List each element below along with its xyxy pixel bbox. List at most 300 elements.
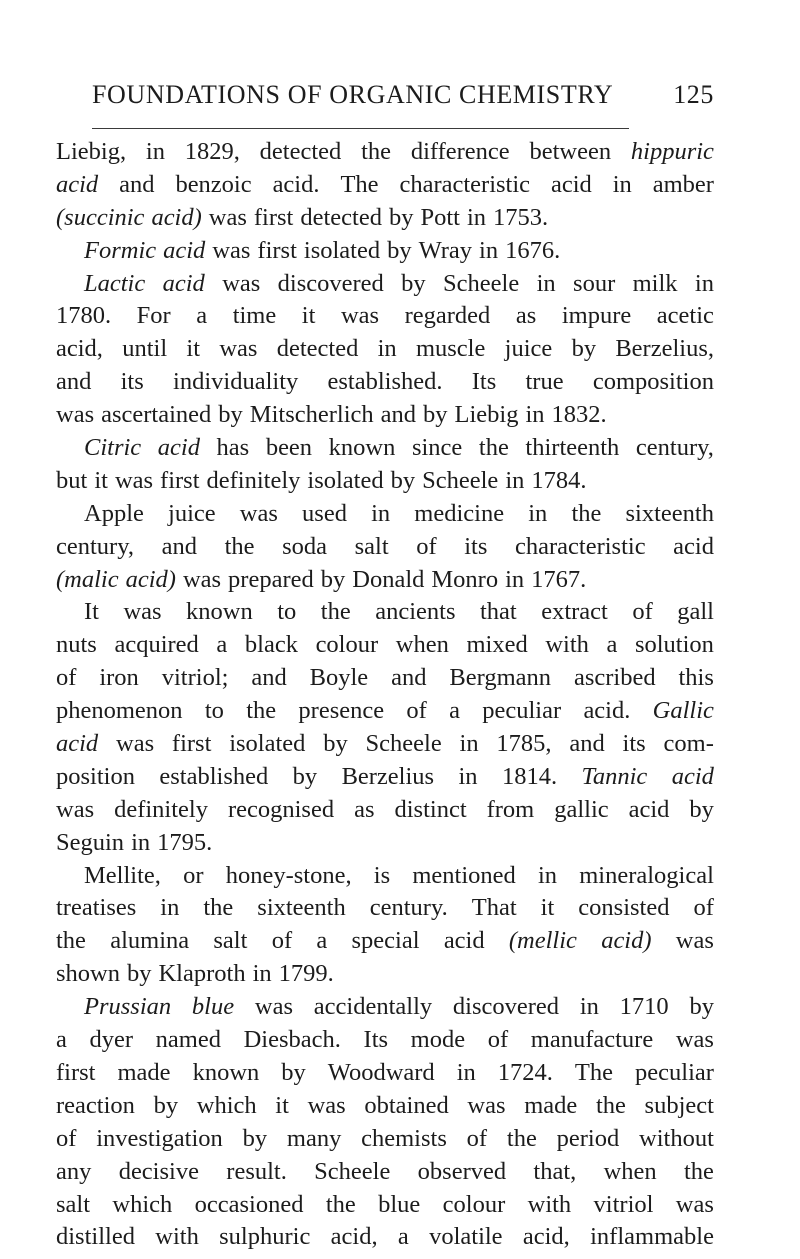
- text-line: [56, 1090, 714, 1123]
- text-line: [56, 399, 714, 432]
- word: inflammable: [590, 1223, 714, 1251]
- word: acid: [163, 236, 206, 264]
- word: which: [196, 1091, 257, 1119]
- word: 1780.: [56, 302, 112, 330]
- word: recognised: [227, 795, 335, 823]
- word: was: [675, 1190, 714, 1218]
- word: Boyle: [309, 664, 369, 692]
- word: 1784.: [531, 466, 587, 494]
- word: Its: [471, 368, 497, 396]
- word: the: [320, 598, 351, 626]
- word: characteristic: [399, 170, 531, 198]
- text-line: [56, 465, 714, 498]
- word: of: [487, 1026, 509, 1054]
- word: a: [196, 302, 208, 330]
- word: sour: [573, 269, 616, 297]
- text-line: [56, 761, 714, 794]
- word: characteristic: [515, 532, 646, 560]
- word: individuality: [173, 368, 299, 396]
- word: regarded: [404, 302, 491, 330]
- word: Monro: [431, 565, 499, 593]
- word: was: [467, 1091, 506, 1119]
- body-text: [56, 136, 714, 1254]
- word: any: [56, 1157, 92, 1185]
- word: juice: [168, 499, 216, 527]
- word: acid: [628, 795, 670, 823]
- word: century,: [56, 532, 134, 560]
- word: century.: [369, 894, 448, 922]
- word: by: [423, 401, 448, 429]
- word: isolated: [229, 730, 306, 758]
- word: by: [281, 1058, 306, 1086]
- text-line: [56, 268, 714, 301]
- word: was: [116, 730, 155, 758]
- word: (mellic: [508, 927, 577, 955]
- word: by: [323, 730, 348, 758]
- word: in: [371, 499, 391, 527]
- word: by: [242, 1124, 268, 1152]
- word: with: [527, 1190, 572, 1218]
- word: in: [525, 401, 545, 429]
- word: volatile: [429, 1223, 503, 1251]
- word: by: [387, 236, 412, 264]
- word: soda: [282, 532, 328, 560]
- word: Apple: [84, 499, 144, 527]
- word: Scheele: [422, 466, 499, 494]
- word: Scheele: [365, 730, 442, 758]
- word: a: [397, 1223, 409, 1251]
- word: Liebig: [454, 401, 519, 429]
- word: mode: [410, 1026, 466, 1054]
- word: by: [153, 1091, 179, 1119]
- word: Liebig,: [56, 138, 127, 165]
- word: treatises: [56, 894, 137, 922]
- word: It: [84, 598, 99, 626]
- text-line: [56, 827, 714, 860]
- word: extract: [541, 598, 608, 626]
- word: Tannic: [581, 762, 648, 790]
- word: until: [122, 335, 168, 363]
- word: in: [694, 269, 714, 297]
- word: in: [145, 138, 165, 165]
- word: established.: [327, 368, 443, 396]
- word: detected: [276, 335, 359, 363]
- text-line: [56, 498, 714, 531]
- word: was: [675, 1026, 714, 1054]
- word: by: [292, 762, 318, 790]
- word: position: [56, 762, 135, 790]
- word: acid,: [56, 335, 103, 363]
- word: century,: [635, 434, 714, 462]
- word: was: [212, 236, 251, 264]
- word: blue: [378, 1190, 421, 1218]
- word: a: [316, 927, 328, 955]
- word: in: [537, 861, 558, 889]
- word: in: [536, 269, 556, 297]
- word: and: [380, 401, 416, 429]
- word: of: [632, 598, 653, 626]
- word: and: [119, 170, 155, 198]
- word: acid: [56, 730, 99, 758]
- word: Gallic: [652, 697, 714, 725]
- word: composition: [592, 368, 714, 396]
- word: mineralogical: [579, 861, 714, 889]
- word: the: [571, 499, 602, 527]
- word: result.: [226, 1157, 287, 1185]
- word: 1710: [619, 993, 669, 1021]
- page-number: 125: [673, 80, 714, 109]
- word: in: [459, 730, 479, 758]
- word: by: [571, 335, 597, 363]
- word: The: [340, 170, 379, 198]
- word: Citric: [84, 434, 142, 462]
- word: first: [257, 236, 297, 264]
- word: was: [222, 269, 261, 297]
- text-line: [56, 1057, 714, 1090]
- word: has: [216, 434, 250, 462]
- word: named: [155, 1026, 221, 1054]
- word: colour: [315, 631, 379, 659]
- word: Woodward: [327, 1058, 435, 1086]
- text-line: [56, 925, 714, 958]
- word: the: [246, 697, 277, 725]
- word: and: [56, 368, 92, 396]
- word: acquired: [114, 631, 199, 659]
- word: a: [56, 1026, 67, 1054]
- word: between: [529, 138, 612, 165]
- word: its: [464, 532, 488, 560]
- word: detected: [300, 203, 382, 231]
- word: by: [320, 565, 346, 593]
- word: was: [254, 993, 293, 1021]
- text-line: [56, 202, 714, 235]
- word: black: [244, 631, 298, 659]
- word: peculiar: [635, 1058, 714, 1086]
- word: salt: [56, 1190, 91, 1218]
- word: mentioned: [412, 861, 516, 889]
- word: in: [528, 499, 548, 527]
- word: by: [218, 401, 243, 429]
- word: Seguin: [56, 828, 125, 856]
- word: benzoic: [175, 170, 252, 198]
- word: shown: [56, 960, 120, 988]
- text-line: [56, 432, 714, 465]
- word: was: [182, 565, 222, 593]
- word: 1795.: [157, 828, 213, 856]
- word: in: [505, 565, 525, 593]
- word: when: [395, 631, 449, 659]
- word: distinct: [394, 795, 467, 823]
- word: colour: [442, 1190, 506, 1218]
- text-line: [56, 235, 714, 268]
- text-line: [56, 860, 714, 893]
- word: was: [123, 598, 162, 626]
- word: a: [216, 631, 228, 659]
- word: first: [253, 203, 294, 231]
- word: com-: [663, 730, 714, 758]
- word: 1767.: [531, 565, 587, 593]
- word: mixed: [466, 631, 528, 659]
- word: Prussian: [84, 993, 172, 1021]
- word: alumina: [110, 927, 190, 955]
- word: Wray: [418, 236, 473, 264]
- word: a: [606, 631, 618, 659]
- word: Bergmann: [449, 664, 552, 692]
- text-line: [56, 1156, 714, 1189]
- word: acid: [56, 170, 99, 198]
- word: sixteenth: [625, 499, 714, 527]
- word: acid: [443, 927, 485, 955]
- word: with: [545, 631, 589, 659]
- word: as: [515, 302, 537, 330]
- word: Mitscherlich: [249, 401, 374, 429]
- word: detected: [259, 138, 342, 165]
- word: of: [693, 894, 714, 922]
- word: salt: [213, 927, 248, 955]
- word: by: [689, 795, 714, 823]
- text-line: [56, 564, 714, 597]
- word: since: [411, 434, 463, 462]
- word: from: [486, 795, 535, 823]
- word: thirteenth: [525, 434, 620, 462]
- word: peculiar: [482, 697, 562, 725]
- word: the: [56, 927, 86, 955]
- text-line: [56, 728, 714, 761]
- word: was: [675, 927, 714, 955]
- word: honey-stone,: [225, 861, 352, 889]
- word: that: [479, 598, 517, 626]
- word: in: [160, 894, 180, 922]
- word: medicine: [414, 499, 505, 527]
- word: 1829,: [184, 138, 240, 165]
- word: Mellite,: [84, 861, 161, 889]
- text-line: [56, 1221, 714, 1254]
- word: 1814.: [501, 762, 558, 790]
- word: it: [275, 1091, 289, 1119]
- word: discovered: [277, 269, 384, 297]
- word: first: [160, 466, 200, 494]
- word: that,: [533, 1157, 577, 1185]
- word: special: [351, 927, 420, 955]
- word: first: [171, 730, 212, 758]
- word: 1676.: [505, 236, 561, 264]
- word: ancients: [375, 598, 456, 626]
- word: acid): [601, 927, 652, 955]
- text-line: [56, 1024, 714, 1057]
- word: without: [639, 1124, 714, 1152]
- word: Diesbach.: [243, 1026, 341, 1054]
- word: consisted: [578, 894, 670, 922]
- text-line: [56, 662, 714, 695]
- word: to: [204, 697, 224, 725]
- word: of: [271, 927, 293, 955]
- word: in: [579, 993, 599, 1021]
- text-line: [56, 1123, 714, 1156]
- word: 1753.: [493, 203, 549, 231]
- word: vitriol: [593, 1190, 654, 1218]
- word: in: [131, 828, 151, 856]
- text-line: [56, 892, 714, 925]
- word: definitely: [206, 466, 301, 494]
- word: it: [301, 302, 316, 330]
- word: 1799.: [278, 960, 334, 988]
- word: gall: [677, 598, 714, 626]
- word: acid): [151, 203, 202, 231]
- word: known: [186, 598, 253, 626]
- word: The: [574, 1058, 614, 1086]
- word: ascertained: [101, 401, 212, 429]
- word: 1832.: [551, 401, 607, 429]
- word: manufacture: [530, 1026, 654, 1054]
- word: and: [251, 664, 287, 692]
- word: which: [112, 1190, 173, 1218]
- word: made: [524, 1091, 578, 1119]
- text-line: [56, 991, 714, 1024]
- word: Formic: [84, 236, 157, 264]
- word: isolated: [307, 466, 384, 494]
- word: the: [361, 138, 392, 165]
- word: the: [595, 1091, 626, 1119]
- word: by: [390, 466, 416, 494]
- word: period: [556, 1124, 620, 1152]
- text-line: [56, 136, 714, 169]
- word: salt: [354, 532, 389, 560]
- word: chemists: [361, 1124, 447, 1152]
- word: discovered: [452, 993, 560, 1021]
- word: subject: [644, 1091, 714, 1119]
- word: its: [120, 368, 144, 396]
- word: in: [466, 203, 487, 231]
- word: Scheele: [314, 1157, 391, 1185]
- text-line: [56, 695, 714, 728]
- word: of: [56, 1124, 77, 1152]
- word: ascribed: [573, 664, 656, 692]
- word: 1724.: [497, 1058, 553, 1086]
- word: acetic: [656, 302, 714, 330]
- word: when: [603, 1157, 657, 1185]
- word: been: [265, 434, 313, 462]
- word: acid.: [583, 697, 631, 725]
- word: as: [354, 795, 375, 823]
- word: it: [186, 335, 201, 363]
- word: in: [458, 762, 478, 790]
- word: juice: [504, 335, 553, 363]
- text-line: [56, 958, 714, 991]
- word: acid: [162, 269, 205, 297]
- word: investigation: [96, 1124, 223, 1152]
- word: presence: [298, 697, 385, 725]
- word: acid,: [330, 1223, 378, 1251]
- word: isolated: [303, 236, 381, 264]
- word: by: [689, 993, 714, 1021]
- word: in: [252, 960, 272, 988]
- text-line: [56, 629, 714, 662]
- word: known: [192, 1058, 260, 1086]
- word: prepared: [228, 565, 314, 593]
- word: Pott: [420, 203, 460, 231]
- word: blue: [191, 993, 235, 1021]
- word: nuts: [56, 631, 97, 659]
- word: is: [373, 861, 391, 889]
- text-line: [56, 1189, 714, 1222]
- word: was: [239, 499, 278, 527]
- word: time: [232, 302, 277, 330]
- word: milk: [632, 269, 678, 297]
- word: acid: [550, 170, 592, 198]
- word: of: [56, 664, 77, 692]
- word: (malic: [56, 565, 119, 593]
- word: muscle: [415, 335, 486, 363]
- word: Scheele: [443, 269, 520, 297]
- word: of: [406, 697, 427, 725]
- word: acid: [671, 762, 714, 790]
- word: in: [377, 335, 397, 363]
- word: by: [401, 269, 426, 297]
- word: the: [506, 1124, 537, 1152]
- word: the: [478, 434, 509, 462]
- running-head: [92, 80, 714, 110]
- word: or: [183, 861, 204, 889]
- text-line: [56, 531, 714, 564]
- word: acid): [125, 565, 176, 593]
- word: by: [388, 203, 414, 231]
- word: phenomenon: [56, 697, 183, 725]
- word: observed: [417, 1157, 507, 1185]
- word: was: [208, 203, 247, 231]
- word: was: [340, 302, 380, 330]
- word: but: [56, 466, 88, 494]
- word: acid: [157, 434, 200, 462]
- word: in: [479, 236, 499, 264]
- word: was: [307, 1091, 346, 1119]
- word: acid.: [272, 170, 320, 198]
- word: difference: [410, 138, 510, 165]
- word: this: [678, 664, 714, 692]
- word: the: [224, 532, 255, 560]
- word: accidentally: [313, 993, 433, 1021]
- word: the: [684, 1157, 714, 1185]
- word: decisive: [118, 1157, 199, 1185]
- word: distilled: [56, 1223, 135, 1251]
- word: and: [569, 730, 605, 758]
- word: and: [391, 664, 427, 692]
- word: it: [540, 894, 555, 922]
- running-title: FOUNDATIONS OF ORGANIC CHEMISTRY: [92, 80, 614, 109]
- word: in: [456, 1058, 476, 1086]
- word: with: [155, 1223, 199, 1251]
- word: vitriol;: [161, 664, 229, 692]
- word: was: [56, 795, 95, 823]
- word: obtained: [364, 1091, 449, 1119]
- word: was: [219, 335, 258, 363]
- text-line: [56, 596, 714, 629]
- word: in: [505, 466, 525, 494]
- word: the: [203, 894, 234, 922]
- word: made: [117, 1058, 171, 1086]
- word: to: [277, 598, 297, 626]
- text-line: [56, 300, 714, 333]
- word: a: [449, 697, 460, 725]
- word: by: [126, 960, 152, 988]
- text-line: [56, 333, 714, 366]
- word: hippuric: [630, 138, 714, 165]
- word: gallic: [554, 795, 609, 823]
- word: For: [136, 302, 171, 330]
- text-line: [56, 169, 714, 202]
- word: Lactic: [84, 269, 146, 297]
- word: first: [56, 1058, 96, 1086]
- word: true: [525, 368, 564, 396]
